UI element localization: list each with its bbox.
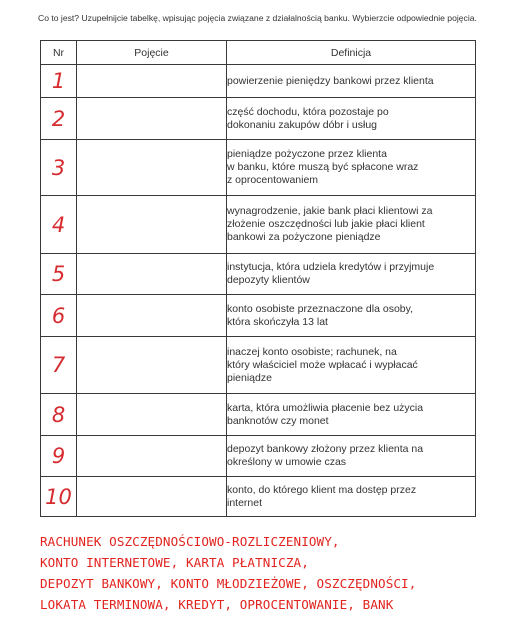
term-answer-cell[interactable] xyxy=(77,477,227,517)
term-answer-cell[interactable] xyxy=(77,65,227,98)
definition-cell xyxy=(227,394,476,436)
table-row xyxy=(41,98,476,140)
term-answer-cell[interactable] xyxy=(77,196,227,254)
term-answer-cell[interactable] xyxy=(77,98,227,140)
definition-text: pieniądze pożyczone przez klienta w banku, które muszą być spłacone wraz z oprocentowaniem xyxy=(227,148,419,186)
row-number: 5 xyxy=(41,254,77,295)
row-number: 10 xyxy=(41,477,77,517)
definition-cell xyxy=(227,65,476,98)
definition-cell xyxy=(227,98,476,140)
concepts-table xyxy=(40,40,476,517)
definition-text: instytucja, która udziela kredytów i przyjmuje depozyty klientów xyxy=(227,261,435,286)
table-row xyxy=(41,337,476,394)
table-row xyxy=(41,477,476,517)
definition-text: depozyt bankowy złożony przez klienta na określony w umowie czas xyxy=(227,443,424,468)
definition-text: powierzenie pieniędzy bankowi przez klienta xyxy=(227,74,434,87)
table-header-row xyxy=(41,41,476,65)
row-number: 9 xyxy=(41,436,77,477)
term-answer-cell[interactable] xyxy=(77,140,227,196)
term-answer-cell[interactable] xyxy=(77,394,227,436)
row-number: 1 xyxy=(41,65,77,98)
definition-cell xyxy=(227,337,476,394)
instruction-text: Co to jest? Uzupełnijcie tabelkę, wpisując pojęcia związane z działalnością banku. Wybierzcie odpowiednie pojęcia. xyxy=(38,13,477,23)
table-row xyxy=(41,394,476,436)
header-term: Pojęcie xyxy=(77,41,227,65)
definition-cell xyxy=(227,436,476,477)
definition-cell xyxy=(227,295,476,337)
answer-line: DEPOZYT BANKOWY, KONTO MŁODZIEŻOWE, OSZCZĘDNOŚCI, xyxy=(40,576,417,591)
table-row xyxy=(41,65,476,98)
definition-cell xyxy=(227,477,476,517)
definition-text: inaczej konto osobiste; rachunek, na który właściciel może wpłacać i wypłacać pieniądze xyxy=(227,345,418,384)
table-row xyxy=(41,140,476,196)
row-number: 7 xyxy=(41,337,77,394)
definition-text: karta, która umożliwia płacenie bez użycia banknotów czy monet xyxy=(227,401,424,427)
answer-word-bank xyxy=(40,531,520,615)
row-number: 3 xyxy=(41,140,77,196)
header-nr: Nr xyxy=(41,41,77,65)
term-answer-cell[interactable] xyxy=(77,254,227,295)
term-answer-cell[interactable] xyxy=(77,436,227,477)
term-answer-cell[interactable] xyxy=(77,295,227,337)
definition-cell xyxy=(227,254,476,295)
table-row xyxy=(41,436,476,477)
term-answer-cell[interactable] xyxy=(77,337,227,394)
definition-text: konto, do którego klient ma dostęp przez internet xyxy=(227,483,417,509)
definition-cell xyxy=(227,196,476,254)
definition-text: konto osobiste przeznaczone dla osoby, która skończyła 13 lat xyxy=(227,302,414,328)
row-number: 2 xyxy=(41,98,77,140)
definition-text: wynagrodzenie, jakie bank płaci klientowi za złożenie oszczędności lub jakie płaci klient bankowi za pożyczone pieniądze xyxy=(227,205,433,243)
row-number: 6 xyxy=(41,295,77,337)
answer-line: RACHUNEK OSZCZĘDNOŚCIOWO-ROZLICZENIOWY, xyxy=(40,534,340,549)
table-row xyxy=(41,196,476,254)
table-row xyxy=(41,254,476,295)
answer-line: LOKATA TERMINOWA, KREDYT, OPROCENTOWANIE, BANK xyxy=(40,597,394,612)
row-number: 4 xyxy=(41,196,77,254)
header-definition: Definicja xyxy=(227,41,476,65)
row-number: 8 xyxy=(41,394,77,436)
definition-cell xyxy=(227,140,476,196)
answer-line: KONTO INTERNETOWE, KARTA PŁATNICZA, xyxy=(40,555,309,570)
definition-text: część dochodu, która pozostaje po dokonaniu zakupów dóbr i usług xyxy=(227,105,389,131)
table-row xyxy=(41,295,476,337)
